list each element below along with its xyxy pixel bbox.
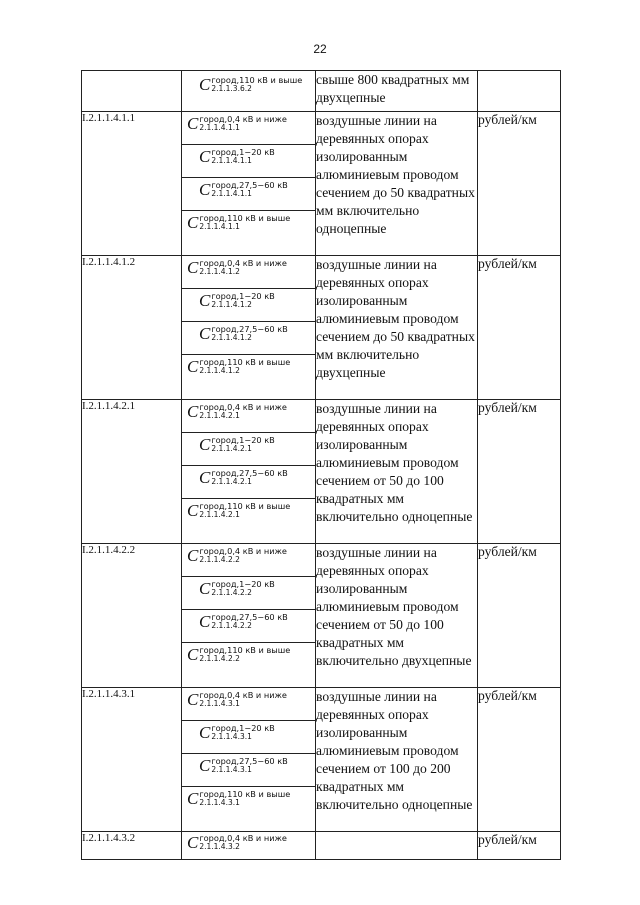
code-cell [82, 71, 182, 112]
symbol-subscript: 2.1.1.4.2.1 [211, 477, 252, 486]
symbol-cell [182, 178, 316, 211]
symbol-subscript: 2.1.1.4.1.2 [199, 366, 240, 375]
code-cell: I.2.1.1.4.2.2 [82, 544, 182, 688]
symbol-superscript: город,0,4 кВ и ниже [199, 114, 287, 124]
description-cell: воздушные линии на деревянных опорах изолированным алюминиевым проводом сечением от 100 до 200 квадратных мм включительно одноцепные [316, 688, 478, 832]
symbol-letter: C [187, 114, 199, 133]
symbol-letter: C [199, 291, 211, 310]
unit-cell: рублей/км [478, 256, 561, 400]
rate-symbol [199, 723, 275, 742]
symbol-subscript: 2.1.1.3.6.2 [211, 84, 252, 93]
symbol-superscript: город,1−20 кВ [211, 723, 275, 733]
symbol-superscript: город,0,4 кВ и ниже [199, 546, 287, 556]
symbol-letter: C [199, 147, 211, 166]
symbol-letter: C [199, 468, 211, 487]
symbol-cell [182, 688, 316, 721]
rate-symbol [199, 435, 275, 454]
rate-symbol [199, 180, 288, 199]
rate-symbol [199, 612, 288, 631]
table-row [82, 688, 561, 721]
symbol-superscript: город,1−20 кВ [211, 147, 275, 157]
symbol-letter: C [199, 723, 211, 742]
symbol-cell [182, 145, 316, 178]
symbol-subscript: 2.1.1.4.1.1 [199, 222, 240, 231]
table-row-bottom [82, 832, 561, 860]
symbol-superscript: город,110 кВ и выше [199, 357, 291, 367]
code-cell: I.2.1.1.4.3.1 [82, 688, 182, 832]
symbol-subscript: 2.1.1.4.3.1 [211, 732, 252, 741]
symbol-superscript: город,1−20 кВ [211, 435, 275, 445]
symbol-subscript: 2.1.1.4.3.1 [211, 765, 252, 774]
table-row [82, 400, 561, 433]
rate-symbol [187, 357, 290, 376]
symbol-superscript: город,110 кВ и выше [199, 501, 291, 511]
symbol-cell [182, 544, 316, 577]
symbol-superscript: город,27,5−60 кВ [211, 180, 288, 190]
symbol-superscript: город,0,4 кВ и ниже [199, 258, 287, 268]
symbol-subscript: 2.1.1.4.1.2 [211, 300, 252, 309]
symbol-subscript: 2.1.1.4.1.1 [211, 156, 252, 165]
symbol-cell [182, 355, 316, 400]
symbol-cell [182, 400, 316, 433]
rate-symbol [187, 258, 287, 277]
rate-symbol [199, 468, 288, 487]
unit-cell: рублей/км [478, 832, 561, 860]
symbol-letter: C [199, 435, 211, 454]
symbol-letter: C [199, 579, 211, 598]
rate-symbol [187, 789, 290, 808]
symbol-subscript: 2.1.1.4.3.1 [199, 699, 240, 708]
symbol-superscript: город,27,5−60 кВ [211, 756, 288, 766]
unit-cell: рублей/км [478, 112, 561, 256]
symbol-cell [182, 211, 316, 256]
symbol-cell [182, 610, 316, 643]
symbol-subscript: 2.1.1.4.2.2 [211, 621, 252, 630]
symbol-cell [182, 256, 316, 289]
symbol-superscript: город,0,4 кВ и ниже [199, 402, 287, 412]
unit-cell [478, 71, 561, 112]
symbol-letter: C [187, 645, 199, 664]
symbol-subscript: 2.1.1.4.3.1 [199, 798, 240, 807]
symbol-cell [182, 71, 316, 112]
rate-symbol [187, 213, 290, 232]
symbol-superscript: город,27,5−60 кВ [211, 468, 288, 478]
symbol-cell [182, 322, 316, 355]
symbol-subscript: 2.1.1.4.3.2 [199, 842, 240, 851]
rate-symbol [187, 114, 287, 133]
rate-symbol [187, 546, 287, 565]
rate-symbol [199, 147, 275, 166]
symbol-subscript: 2.1.1.4.2.1 [199, 510, 240, 519]
symbol-letter: C [187, 789, 199, 808]
unit-cell: рублей/км [478, 688, 561, 832]
symbol-subscript: 2.1.1.4.1.2 [211, 333, 252, 342]
symbol-superscript: город,110 кВ и выше [199, 645, 291, 655]
description-cell: свыше 800 квадратных мм двухцепные [316, 71, 478, 112]
symbol-cell [182, 832, 316, 860]
unit-cell: рублей/км [478, 400, 561, 544]
symbol-cell [182, 499, 316, 544]
symbol-superscript: город,1−20 кВ [211, 291, 275, 301]
symbol-letter: C [187, 690, 199, 709]
symbol-superscript: город,1−20 кВ [211, 579, 275, 589]
symbol-subscript: 2.1.1.4.2.2 [199, 555, 240, 564]
symbol-letter: C [187, 258, 199, 277]
symbol-letter: C [187, 833, 199, 852]
rate-symbol [199, 756, 288, 775]
symbol-subscript: 2.1.1.4.2.2 [199, 654, 240, 663]
symbol-letter: C [199, 324, 211, 343]
symbol-letter: C [187, 213, 199, 232]
symbol-subscript: 2.1.1.4.2.1 [199, 411, 240, 420]
table-row [82, 256, 561, 289]
rate-symbol [187, 690, 287, 709]
symbol-cell [182, 433, 316, 466]
symbol-subscript: 2.1.1.4.1.1 [211, 189, 252, 198]
description-cell: воздушные линии на деревянных опорах изолированным алюминиевым проводом сечением от 50 до 100 квадратных мм включительно двухцепные [316, 544, 478, 688]
symbol-cell [182, 112, 316, 145]
symbol-superscript: город,110 кВ и выше [199, 789, 291, 799]
table-row [82, 544, 561, 577]
symbol-cell [182, 787, 316, 832]
tariff-table [81, 70, 561, 860]
rate-symbol [199, 75, 302, 94]
symbol-subscript: 2.1.1.4.1.2 [199, 267, 240, 276]
code-cell: I.2.1.1.4.1.2 [82, 256, 182, 400]
symbol-letter: C [187, 402, 199, 421]
symbol-cell [182, 289, 316, 322]
symbol-superscript: город,110 кВ и выше [211, 75, 303, 85]
rate-symbol [187, 501, 290, 520]
symbol-letter: C [187, 501, 199, 520]
symbol-letter: C [187, 357, 199, 376]
rate-symbol [187, 402, 287, 421]
symbol-cell [182, 721, 316, 754]
code-cell: I.2.1.1.4.3.2 [82, 832, 182, 860]
description-cell: воздушные линии на деревянных опорах изолированным алюминиевым проводом сечением от 50 до 100 квадратных мм включительно одноцепные [316, 400, 478, 544]
description-cell: воздушные линии на деревянных опорах изолированным алюминиевым проводом сечением до 50 квадратных мм включительно одноцепные [316, 112, 478, 256]
symbol-subscript: 2.1.1.4.2.2 [211, 588, 252, 597]
symbol-cell [182, 577, 316, 610]
rate-symbol [187, 833, 287, 852]
symbol-letter: C [199, 756, 211, 775]
symbol-cell [182, 466, 316, 499]
symbol-cell [182, 643, 316, 688]
table-row [82, 112, 561, 145]
code-cell: I.2.1.1.4.2.1 [82, 400, 182, 544]
rate-symbol [199, 324, 288, 343]
symbol-superscript: город,0,4 кВ и ниже [199, 690, 287, 700]
symbol-cell [182, 754, 316, 787]
rate-symbol [199, 291, 275, 310]
symbol-superscript: город,27,5−60 кВ [211, 612, 288, 622]
page-number: 22 [313, 42, 327, 56]
symbol-superscript: город,0,4 кВ и ниже [199, 833, 287, 843]
symbol-subscript: 2.1.1.4.2.1 [211, 444, 252, 453]
description-cell: воздушные линии на деревянных опорах изолированным алюминиевым проводом сечением до 50 квадратных мм включительно двухцепные [316, 256, 478, 400]
symbol-letter: C [187, 546, 199, 565]
unit-cell: рублей/км [478, 544, 561, 688]
symbol-letter: C [199, 612, 211, 631]
table-row-top [82, 71, 561, 112]
symbol-letter: C [199, 180, 211, 199]
symbol-letter: C [199, 75, 211, 94]
symbol-subscript: 2.1.1.4.1.1 [199, 123, 240, 132]
description-cell [316, 832, 478, 860]
symbol-superscript: город,110 кВ и выше [199, 213, 291, 223]
rate-symbol [187, 645, 290, 664]
symbol-superscript: город,27,5−60 кВ [211, 324, 288, 334]
code-cell: I.2.1.1.4.1.1 [82, 112, 182, 256]
rate-symbol [199, 579, 275, 598]
